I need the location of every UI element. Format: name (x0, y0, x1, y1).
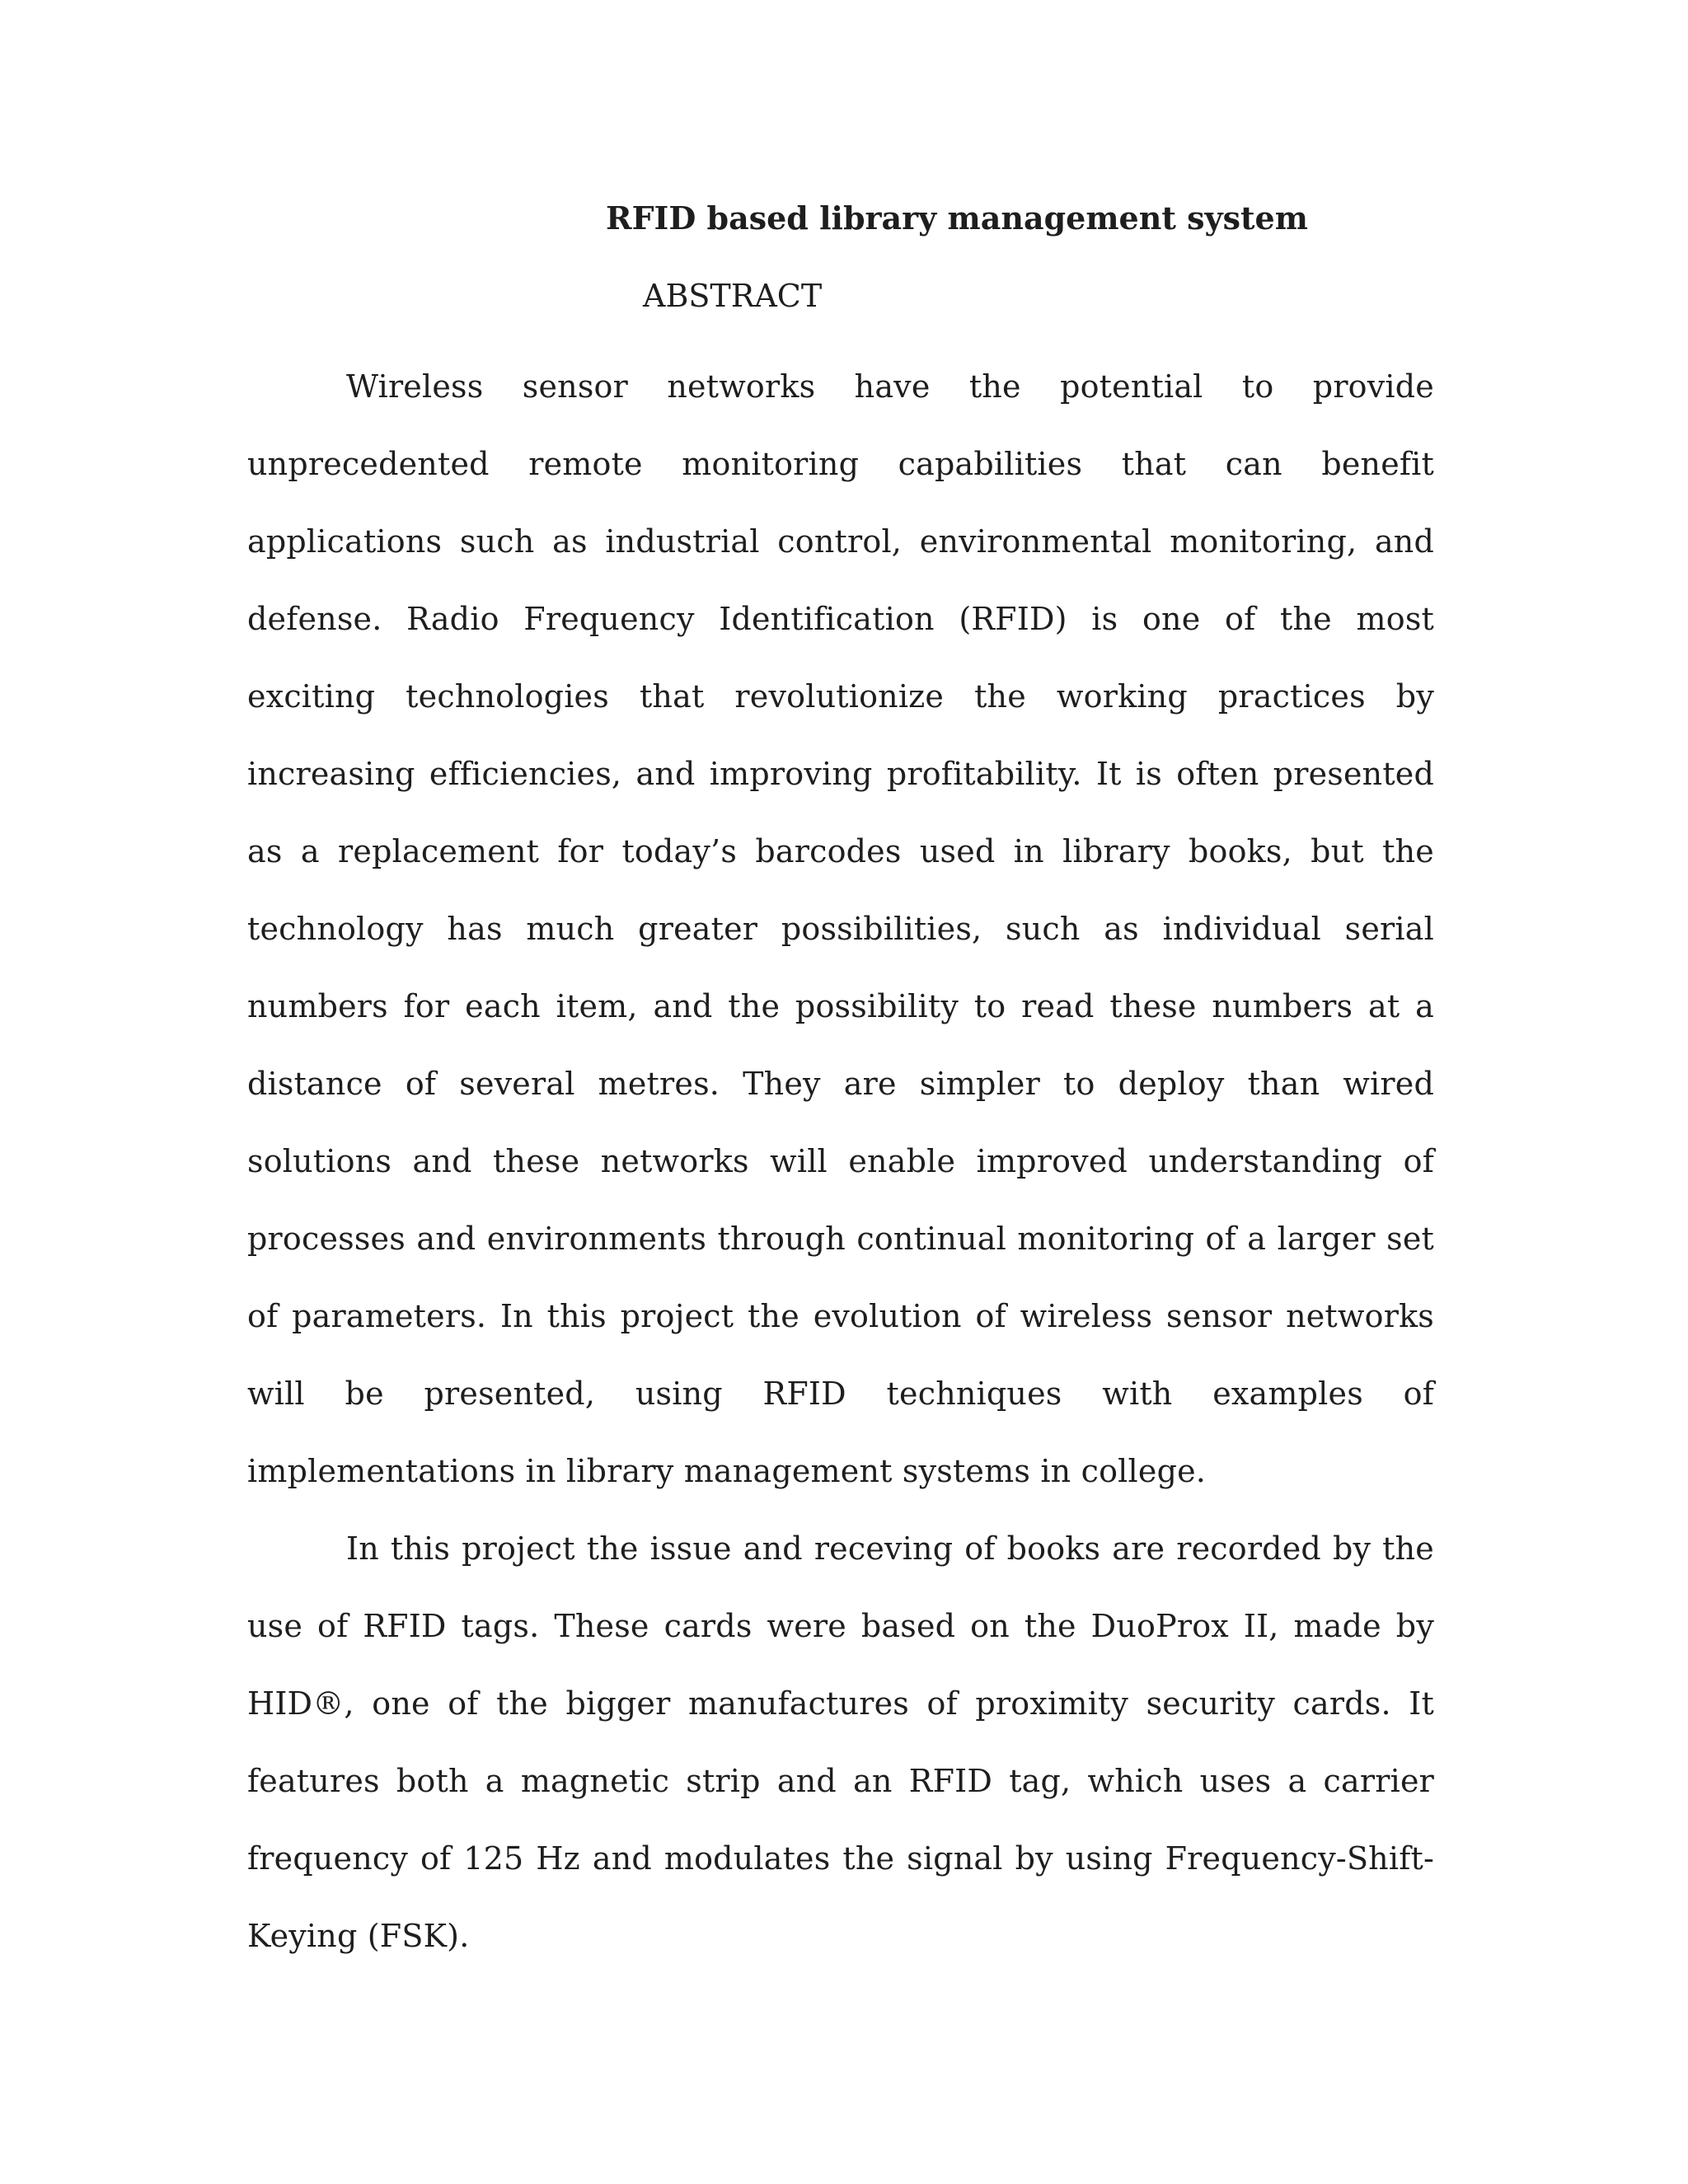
document-title: RFID based library management system (606, 199, 1308, 237)
abstract-body (247, 348, 1434, 1975)
abstract-paragraph-1: Wireless sensor networks have the potential to provide unprecedented remote monitoring capabilities that can benefit applications such as industrial control, environmental monitoring, and defense. Radio Frequency Identification (RFID) is one of the most exciting technologies that revolutionize the working practices by increasing efficiencies, and improving profitability. It is often presented as a replacement for today’s barcodes used in library books, but the technology has much greater possibilities, such as individual serial numbers for each item, and the possibility to read these numbers at a distance of several metres. They are simpler to deploy than wired solutions and these networks will enable improved understanding of processes and environments through continual monitoring of a larger set of parameters. In this project the evolution of wireless sensor networks will be presented, using RFID techniques with examples of implementations in library management systems in college. (247, 368, 1434, 1489)
abstract-heading: ABSTRACT (643, 278, 823, 314)
abstract-paragraph-2: In this project the issue and receving of books are recorded by the use of RFID tags. These cards were based on the DuoProx II, made by HID®, one of the bigger manufactures of proximity security cards. It features both a magnetic strip and an RFID tag, which uses a carrier frequency of 125 Hz and modulates the signal by using Frequency-Shift-Keying (FSK). (247, 1530, 1434, 1954)
